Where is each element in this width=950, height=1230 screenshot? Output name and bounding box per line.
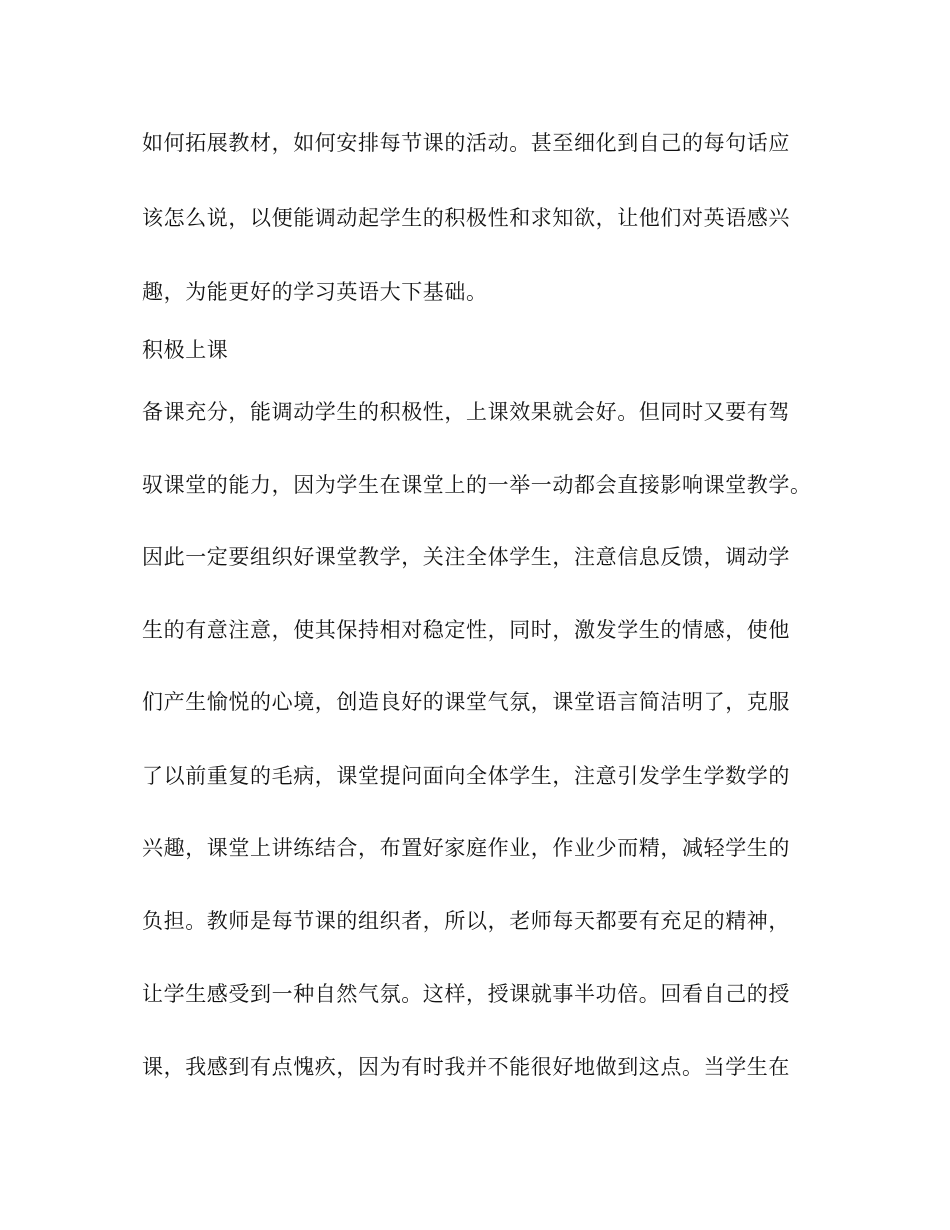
paragraph-line: 负担。教师是每节课的组织者，所以，老师每天都要有充足的精神， [142, 909, 790, 933]
paragraph-line: 们产生愉悦的心境，创造良好的课堂气氛，课堂语言简洁明了，克服 [142, 690, 790, 714]
paragraph-line: 兴趣，课堂上讲练结合，布置好家庭作业，作业少而精，减轻学生的 [142, 836, 790, 860]
paragraph-line: 驭课堂的能力，因为学生在课堂上的一举一动都会直接影响课堂教学。 [142, 473, 812, 497]
paragraph-line: 趣，为能更好的学习英语大下基础。 [142, 280, 488, 304]
paragraph-line: 如何拓展教材，如何安排每节课的活动。甚至细化到自己的每句话应 [142, 131, 790, 155]
paragraph-line: 该怎么说，以便能调动起学生的积极性和求知欲，让他们对英语感兴 [142, 206, 790, 230]
section-heading: 积极上课 [142, 338, 229, 362]
paragraph-line: 让学生感受到一种自然气氛。这样，授课就事半功倍。回看自己的授 [142, 982, 790, 1006]
paragraph-line: 课，我感到有点愧疚，因为有时我并不能很好地做到这点。当学生在 [142, 1055, 790, 1079]
paragraph-line: 因此一定要组织好课堂教学，关注全体学生，注意信息反馈，调动学 [142, 545, 790, 569]
paragraph-line: 备课充分，能调动学生的积极性，上课效果就会好。但同时又要有驾 [142, 400, 790, 424]
paragraph-line: 了以前重复的毛病，课堂提问面向全体学生，注意引发学生学数学的 [142, 764, 790, 788]
paragraph-line: 生的有意注意，使其保持相对稳定性，同时，激发学生的情感，使他 [142, 618, 790, 642]
